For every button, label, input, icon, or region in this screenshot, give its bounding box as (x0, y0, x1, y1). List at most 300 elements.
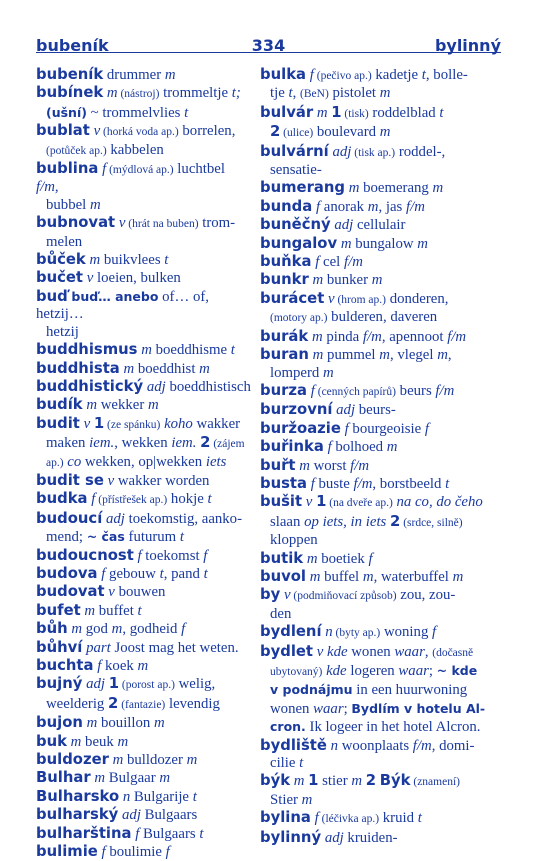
grammar-label: m (379, 85, 391, 102)
grammar-label: t (417, 810, 422, 827)
headword: budík (36, 396, 83, 414)
first-headword: bubeník (36, 36, 109, 55)
grammar-label: t (192, 788, 197, 805)
entry-line (36, 675, 251, 694)
entry-line (36, 620, 251, 638)
text: wekken, op|wekken (81, 453, 206, 470)
text: loeien, bulken (93, 270, 181, 287)
grammar-label: m (306, 550, 318, 567)
text: boemerang (359, 180, 433, 197)
entry-line (260, 198, 500, 216)
entry-line (260, 643, 500, 662)
text: woonplaats (338, 737, 413, 754)
text: maken (46, 435, 90, 452)
grammar-label: t; (231, 85, 241, 102)
text: worst (309, 457, 351, 474)
grammar-label: m (86, 715, 98, 732)
entry-line (36, 714, 251, 732)
grammar-label: v (305, 494, 313, 511)
grammar-label: v (118, 215, 126, 232)
grammar-label: m (379, 124, 391, 141)
entry-line (260, 365, 500, 382)
entry-line (260, 328, 500, 346)
grammar-label: adj (332, 143, 352, 160)
text: god (82, 621, 112, 638)
headword: bubeník (36, 66, 104, 83)
headword: bujný (36, 675, 83, 693)
headword: budit (36, 414, 80, 432)
text: den (270, 605, 292, 622)
grammar-label: m (112, 752, 124, 769)
phrase: cron. (270, 719, 306, 735)
entry-line (260, 829, 500, 847)
entry-line (36, 733, 251, 751)
entry-line (260, 438, 500, 456)
grammar-label: f (97, 658, 102, 674)
text: Ik logeer in het hotel Alcron. (305, 719, 481, 736)
headword: burzovní (260, 401, 333, 419)
headword: buřinka (260, 438, 324, 456)
usage-note: (hrom ap.) (334, 293, 386, 306)
grammar-label: m (371, 272, 383, 289)
headword: bydlet (260, 642, 314, 660)
headword: 2 (390, 512, 401, 530)
text: kruiden- (343, 829, 398, 846)
headword: býk (260, 772, 291, 790)
entry-line (36, 657, 251, 675)
entry-line (260, 271, 500, 289)
text: beurs (395, 382, 436, 399)
text: kloppen (270, 532, 318, 549)
entry-line (260, 66, 500, 85)
headword: burák (260, 327, 309, 345)
text: , borstbeeld (372, 475, 446, 492)
text: bourgeoisie (348, 420, 425, 437)
text: wonen (270, 700, 314, 717)
text: slaan (270, 513, 305, 530)
entry-line (260, 755, 500, 772)
grammar-label: iets (205, 453, 227, 470)
entry-line (260, 253, 500, 271)
entry-line (260, 681, 500, 699)
entry-line (260, 162, 500, 179)
grammar-label: koho (164, 415, 193, 432)
phrase: buď… anebo (71, 288, 159, 304)
grammar-label: f (101, 565, 106, 582)
grammar-label: waar (313, 700, 344, 717)
entry-line (260, 550, 500, 568)
grammar-label: m (147, 397, 159, 414)
text: woning (380, 624, 433, 641)
entry-line (36, 583, 251, 601)
headword: budka (36, 490, 88, 508)
headword: 1 (316, 493, 327, 511)
grammar-label: m (159, 770, 171, 787)
grammar-label: m (323, 364, 334, 381)
text: , domi- (431, 737, 475, 754)
grammar-label: f (309, 67, 314, 83)
headword: budovat (36, 583, 105, 601)
entry-line (260, 457, 500, 475)
grammar-label: m (186, 752, 198, 769)
headword: 2 (270, 123, 281, 141)
text: toekomst (141, 547, 204, 564)
text: Bulgarije (130, 788, 193, 805)
text: bulderen, daveren (327, 309, 438, 326)
grammar-label: kde (327, 643, 348, 660)
text: of… of, hetzij… (36, 288, 209, 323)
text: melen (46, 233, 83, 250)
grammar-label: f (137, 547, 142, 564)
grammar-label: m (117, 733, 129, 750)
entry-line (260, 772, 500, 791)
entry-line (36, 434, 251, 453)
headword: bufet (36, 601, 81, 619)
headword: bůhví (36, 638, 83, 656)
text: boeddhistisch (165, 378, 251, 395)
text: bubbel (46, 196, 90, 213)
grammar-label: t (207, 491, 212, 508)
entry-line (36, 751, 251, 769)
text: kabbelen (106, 141, 164, 158)
grammar-label: f (327, 439, 332, 456)
headword: bylina (260, 809, 311, 827)
grammar-label: m (437, 347, 448, 364)
usage-note: (potůček ap.) (46, 144, 107, 157)
grammar-label: v (93, 123, 101, 140)
text: beuk (81, 733, 118, 750)
left-column (36, 66, 251, 861)
text: trommeltje (159, 85, 232, 102)
entry-line (260, 235, 500, 253)
text: cel (319, 254, 344, 271)
headword: budova (36, 564, 98, 582)
entry-line (260, 104, 500, 123)
grammar-label: n (330, 737, 338, 754)
headword: buchta (36, 657, 94, 674)
headword: 1 (93, 414, 105, 432)
grammar-label: f (310, 475, 315, 492)
entry-line (36, 324, 251, 341)
grammar-label: f (91, 491, 96, 508)
headword: by (260, 586, 281, 604)
entry-line (36, 234, 251, 251)
usage-note: (horká voda ap.) (100, 126, 179, 139)
usage-note: (podmiňovací způsob) (290, 590, 397, 603)
entry-line (260, 401, 500, 419)
text: koek (101, 658, 138, 674)
grammar-label: f/m (350, 457, 370, 474)
grammar-label: co (67, 453, 82, 470)
text: wonen (347, 643, 395, 660)
grammar-label: m (89, 252, 101, 269)
entry-line (260, 143, 500, 162)
text: boulimie (105, 844, 166, 861)
text: , (54, 179, 59, 196)
grammar-label: m (309, 568, 321, 585)
text: hokje (167, 491, 208, 508)
entry-line (36, 565, 251, 583)
entry-line (260, 513, 500, 532)
grammar-label: m (164, 67, 176, 83)
grammar-label: f/m (36, 179, 55, 196)
grammar-label: m (111, 621, 123, 638)
grammar-label: f (432, 624, 437, 641)
grammar-label: m (316, 104, 328, 121)
text: wakker worden (114, 472, 210, 489)
headword: 2 (108, 694, 119, 712)
page-header (36, 24, 501, 54)
text: , bolle- (425, 67, 468, 83)
headword: bumerang (260, 179, 345, 197)
grammar-label: kde (326, 663, 347, 679)
text: boetiek (317, 550, 369, 567)
text: Bulgaars (140, 807, 198, 824)
grammar-label: m (94, 770, 106, 787)
headword: buldozer (36, 751, 109, 769)
text: kruid (379, 810, 418, 827)
headword: 2 (200, 434, 211, 452)
grammar-label: m (199, 360, 210, 377)
grammar-label: m (386, 439, 398, 456)
grammar-label: m (154, 715, 165, 732)
entry-line (36, 843, 251, 861)
usage-note: (ulice) (280, 127, 314, 140)
headword: bungalov (260, 234, 338, 252)
text: stier (318, 773, 352, 790)
headword: burácet (260, 289, 325, 307)
grammar-label: f (314, 810, 319, 827)
text: hetzij (46, 323, 79, 340)
grammar-label: iem. (89, 435, 115, 452)
phrase: ~ kde (436, 663, 478, 678)
headword: budoucnost (36, 546, 134, 564)
grammar-label: m (293, 773, 305, 790)
text: gebouw (105, 565, 160, 582)
entry-line (260, 382, 500, 401)
entry-line (36, 769, 251, 787)
entry-line (260, 662, 500, 681)
entry-line (260, 623, 500, 642)
grammar-label: v (107, 472, 115, 489)
text: in een huurwoning (352, 682, 468, 699)
headword: bydlení (260, 623, 322, 641)
entry-line (36, 547, 251, 565)
headword: bulharština (36, 824, 132, 842)
grammar-label: m (452, 568, 464, 585)
grammar-label: f/m (435, 382, 455, 399)
grammar-label: f (368, 550, 373, 567)
grammar-label: f (135, 825, 140, 842)
phrase: ~ čas (86, 529, 125, 545)
headword: bulka (260, 66, 307, 83)
grammar-label: f (101, 844, 106, 861)
headword: 1 (331, 103, 342, 121)
entry-line (36, 490, 251, 509)
entry-line (260, 568, 500, 586)
text: roddelblad (368, 104, 440, 121)
text: Joost mag het weten. (110, 639, 239, 656)
grammar-label: t (164, 252, 169, 269)
phrase: v podnájmu (270, 682, 353, 698)
entry-line (260, 123, 500, 142)
text: lomperd (270, 364, 324, 381)
grammar-label: m (84, 602, 96, 619)
entry-line (36, 360, 251, 378)
grammar-label: m (348, 180, 360, 197)
text: weelderig (46, 695, 109, 712)
headword: burza (260, 381, 308, 399)
text: boulevard (313, 124, 380, 141)
headword: buržoazie (260, 419, 341, 437)
grammar-label: m (379, 347, 390, 364)
text: buffel (320, 568, 363, 585)
grammar-label: n (325, 624, 333, 641)
text: ; (428, 663, 437, 679)
text: kadetje (371, 67, 422, 83)
text: futurum (124, 529, 180, 546)
grammar-label: m (367, 198, 379, 215)
text: wakker (192, 415, 241, 432)
usage-note: (motory ap.) (270, 312, 328, 325)
headword: busta (260, 474, 307, 492)
headword: buran (260, 346, 309, 364)
headword: butik (260, 549, 304, 567)
headword: bůček (36, 251, 86, 269)
text: ; (343, 700, 352, 717)
text: Bulgaar (105, 770, 160, 787)
headword: bučet (36, 269, 84, 287)
headword: bunkr (260, 271, 309, 289)
headword: buddhistický (36, 377, 144, 395)
usage-note: (porost ap.) (119, 679, 175, 692)
headword: buk (36, 732, 67, 750)
grammar-label: t (159, 565, 164, 582)
grammar-label: m (137, 658, 149, 674)
grammar-label: m (299, 457, 310, 474)
text: buikvlees (100, 252, 165, 269)
text: bolhoed (331, 439, 387, 456)
grammar-label: t (199, 825, 204, 842)
grammar-label: v (316, 643, 324, 660)
grammar-label: t (203, 565, 208, 582)
headword: bušit (260, 493, 303, 511)
grammar-label: m (351, 773, 363, 790)
text: ~ trommelvlies (86, 104, 185, 121)
grammar-label: v (86, 270, 94, 287)
entry-line (36, 341, 251, 359)
entry-line (36, 415, 251, 434)
headword: buď (36, 287, 68, 305)
text: , vlegel (389, 347, 438, 364)
text: buste (314, 475, 354, 492)
headword: 1 (308, 772, 319, 790)
grammar-label: m (106, 85, 118, 102)
grammar-label: f (165, 844, 170, 861)
text: drummer (103, 67, 165, 83)
text: Stier (270, 791, 302, 808)
grammar-label: adj (336, 402, 356, 419)
grammar-label: f (315, 198, 321, 215)
grammar-label: f (181, 621, 186, 638)
text: boeddhist (134, 360, 200, 377)
entry-line (36, 378, 251, 396)
entry-line (36, 472, 251, 490)
grammar-label: adj (105, 510, 125, 527)
grammar-label: f (310, 382, 315, 399)
grammar-label: waar (398, 663, 429, 679)
text: borrelen, (178, 123, 236, 140)
usage-note: (hrát na buben) (125, 218, 199, 231)
usage-note: (byty ap.) (332, 627, 381, 640)
headword: bublina (36, 160, 99, 178)
grammar-label: t (230, 342, 235, 359)
text: bunker (323, 272, 372, 289)
grammar-label: v (283, 587, 291, 604)
headword: buddhismus (36, 341, 138, 359)
text: , pand (163, 565, 204, 582)
grammar-label: t (288, 85, 293, 102)
text: luchtbel (173, 161, 225, 178)
entry-line (260, 718, 500, 736)
entry-line (36, 528, 251, 546)
grammar-label: m (432, 180, 444, 197)
usage-note: (nástroj) (117, 88, 160, 101)
entry-line (260, 532, 500, 549)
grammar-label: t (299, 755, 304, 772)
text: welig, (174, 676, 216, 693)
text: bouillon (97, 715, 155, 732)
entry-line (260, 700, 500, 718)
usage-note: (tisk) (341, 107, 369, 120)
entry-line (36, 396, 251, 414)
grammar-label: op iets, in iets (304, 513, 387, 530)
entry-line (36, 806, 251, 824)
page-number: 334 (251, 36, 286, 55)
headword: buněčný (260, 216, 331, 234)
entry-line (260, 346, 500, 364)
entry-line (36, 288, 251, 324)
grammar-label: iem. (171, 435, 197, 452)
text: tje (270, 85, 289, 102)
text: cellulair (353, 217, 406, 234)
text: anorak (320, 198, 368, 215)
headword: bubínek (36, 84, 104, 102)
headword: buňka (260, 253, 312, 271)
grammar-label: n (122, 788, 131, 805)
text: logeren (346, 663, 399, 679)
headword: 1 (108, 675, 120, 693)
grammar-label: v (108, 584, 115, 601)
text: cilie (270, 755, 300, 772)
grammar-label: m (71, 621, 83, 638)
usage-note: (mýdlová ap.) (106, 164, 174, 177)
entry-line (36, 160, 251, 197)
grammar-label: f/m (412, 737, 432, 754)
entry-line (36, 510, 251, 528)
grammar-label: m (340, 235, 352, 252)
entry-line (36, 214, 251, 233)
headword: bujon (36, 714, 83, 732)
grammar-label: m (123, 360, 135, 377)
entry-line (36, 695, 251, 714)
headword: budoucí (36, 509, 103, 527)
grammar-label: m (70, 733, 82, 750)
entry-line (36, 197, 251, 214)
headword: bunda (260, 197, 313, 215)
header-rule (36, 52, 501, 53)
usage-note: (zájem (210, 438, 245, 451)
